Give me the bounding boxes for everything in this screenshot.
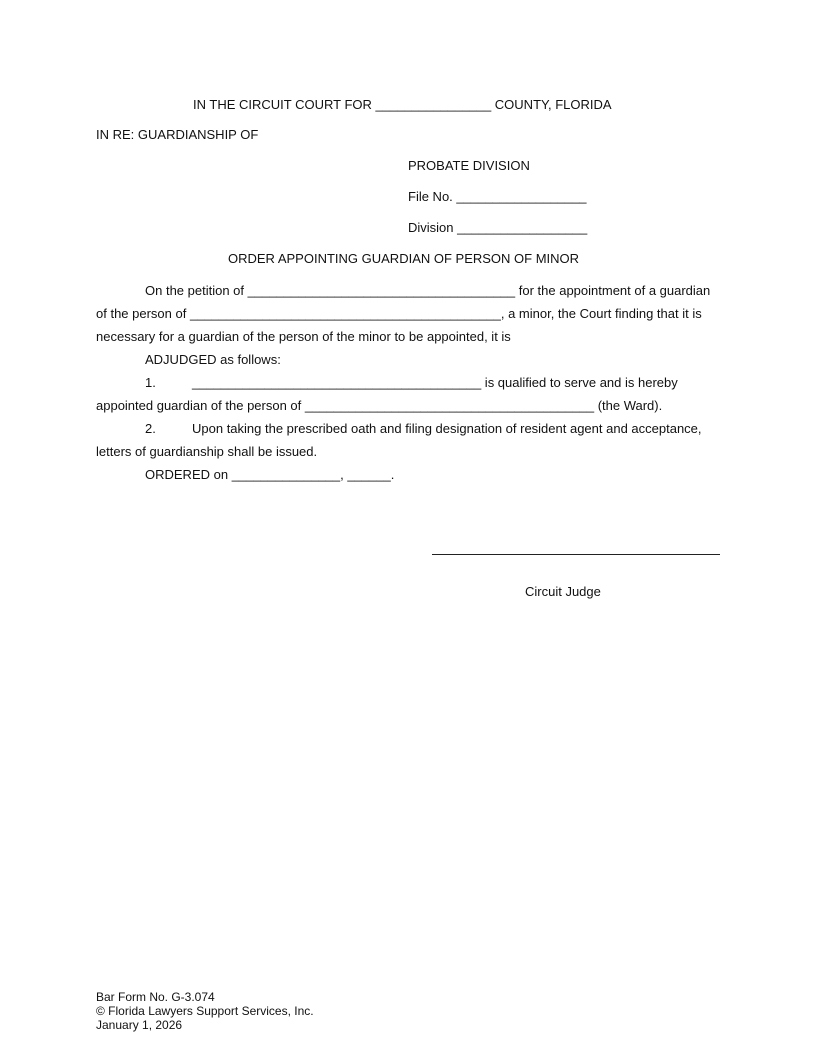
form-date: January 1, 2026 — [96, 1018, 183, 1032]
petition-line-3: necessary for a guardian of the person of the minor to be appointed, it is — [96, 329, 511, 344]
court-caption: IN THE CIRCUIT COURT FOR ________________ COUNTY, FLORIDA — [193, 97, 612, 112]
item-1-line-2: appointed guardian of the person of ________________________________________ (the Ward). — [96, 398, 663, 413]
ordered-line: ORDERED on _______________, ______. — [145, 467, 395, 482]
petition-line-2: of the person of ___________________________________________, a minor, the Court finding that it is — [96, 306, 702, 321]
adjudged-heading: ADJUDGED as follows: — [145, 352, 281, 367]
signature-line — [432, 554, 720, 555]
form-number: Bar Form No. G-3.074 — [96, 990, 215, 1004]
item-1-line-1: ________________________________________ is qualified to serve and is hereby — [192, 375, 678, 390]
item-2-line-2: letters of guardianship shall be issued. — [96, 444, 318, 459]
item-1-number: 1. — [145, 375, 156, 390]
file-number-field: File No. __________________ — [408, 189, 587, 204]
probate-division: PROBATE DIVISION — [408, 158, 530, 173]
copyright-notice: © Florida Lawyers Support Services, Inc. — [96, 1004, 314, 1018]
signature-label: Circuit Judge — [525, 584, 601, 599]
item-2-line-1: Upon taking the prescribed oath and filing designation of resident agent and acceptance, — [192, 421, 702, 436]
document-title: ORDER APPOINTING GUARDIAN OF PERSON OF MINOR — [228, 251, 580, 266]
item-2-number: 2. — [145, 421, 156, 436]
division-field: Division __________________ — [408, 220, 588, 235]
petition-line-1: On the petition of _____________________________________ for the appointment of a guardian — [145, 283, 711, 298]
in-re-caption: IN RE: GUARDIANSHIP OF — [96, 127, 259, 142]
